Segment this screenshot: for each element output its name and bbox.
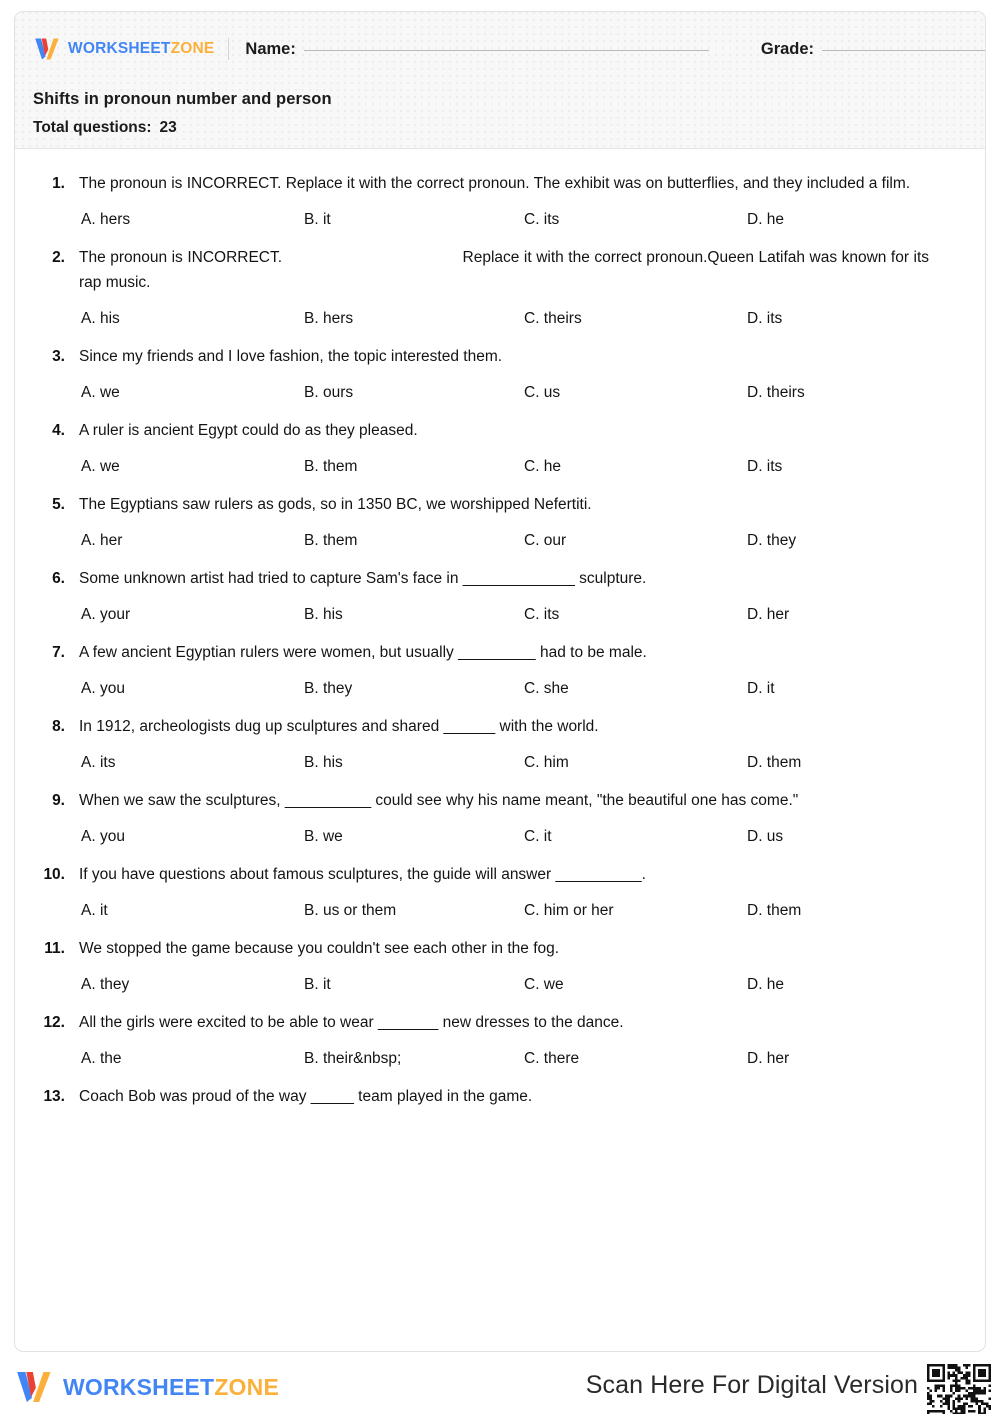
worksheet-footer — [0, 1358, 1000, 1414]
answer-option[interactable]: D. its — [747, 310, 783, 327]
answer-option[interactable]: B. it — [304, 211, 331, 228]
answer-option[interactable]: D. they — [747, 532, 797, 549]
answer-option[interactable]: C. him — [524, 754, 569, 771]
total-questions — [33, 119, 177, 137]
answer-option[interactable]: D. he — [747, 976, 785, 993]
answer-option[interactable]: B. hers — [304, 310, 354, 327]
answer-option[interactable]: A. they — [81, 976, 130, 993]
question-number: 8. — [52, 718, 65, 735]
worksheet-zone-logo-icon — [14, 1368, 54, 1406]
question-options — [79, 529, 967, 553]
brand-wordmark — [68, 40, 214, 58]
answer-option[interactable]: B. his — [304, 754, 343, 771]
answer-option[interactable]: A. its — [81, 754, 116, 771]
answer-option[interactable]: D. he — [747, 211, 785, 228]
question-text: All the girls were excited to be able to wear _______ new dresses to the dance. — [79, 1014, 624, 1031]
question-number: 4. — [52, 422, 65, 439]
question-text: The Egyptians saw rulers as gods, so in 1350 BC, we worshipped Nefertiti. — [79, 496, 592, 513]
question-item — [33, 640, 967, 701]
worksheet-zone-logo-icon — [33, 36, 61, 62]
answer-option[interactable]: A. it — [81, 902, 108, 919]
answer-option[interactable]: D. it — [747, 680, 775, 697]
answer-option[interactable]: B. they — [304, 680, 353, 697]
footer-brand-part2: ZONE — [214, 1373, 280, 1400]
total-questions-label: Total questions: — [33, 119, 152, 136]
answer-option[interactable]: A. your — [81, 606, 131, 623]
question-text: Coach Bob was proud of the way _____ team played in the game. — [79, 1088, 533, 1105]
question-item — [33, 418, 967, 479]
answer-option[interactable]: D. theirs — [747, 384, 805, 401]
question-options — [79, 899, 967, 923]
answer-option[interactable]: C. theirs — [524, 310, 582, 327]
answer-option[interactable]: A. you — [81, 828, 125, 845]
name-write-line[interactable] — [304, 50, 709, 51]
question-item — [33, 936, 967, 997]
question-options — [79, 677, 967, 701]
answer-option[interactable]: A. her — [81, 532, 123, 549]
answer-option[interactable]: C. we — [524, 976, 564, 993]
answer-option[interactable]: D. her — [747, 606, 790, 623]
answer-option[interactable]: A. hers — [81, 211, 131, 228]
question-options — [79, 603, 967, 627]
question-number: 5. — [52, 496, 65, 513]
answer-option[interactable]: B. them — [304, 458, 358, 475]
question-item — [33, 171, 967, 232]
question-number: 12. — [43, 1014, 65, 1031]
question-text: When we saw the sculptures, __________ could see why his name meant, "the beautiful one has come." — [79, 792, 799, 809]
grade-label: Grade: — [760, 39, 815, 58]
answer-option[interactable]: B. us or them — [304, 902, 397, 919]
answer-option[interactable]: C. it — [524, 828, 552, 845]
question-options — [79, 307, 967, 331]
answer-option[interactable]: C. he — [524, 458, 562, 475]
answer-option[interactable]: B. ours — [304, 384, 354, 401]
total-questions-value: 23 — [159, 119, 177, 136]
worksheet-card — [14, 11, 986, 1352]
answer-option[interactable]: A. his — [81, 310, 120, 327]
question-number: 1. — [52, 175, 65, 192]
answer-option[interactable]: D. them — [747, 754, 802, 771]
question-item — [33, 566, 967, 627]
answer-option[interactable]: A. you — [81, 680, 125, 697]
qr-code-icon[interactable] — [922, 1359, 996, 1414]
question-item — [33, 714, 967, 775]
questions-list — [15, 149, 985, 1109]
question-number: 6. — [52, 570, 65, 587]
question-item — [33, 492, 967, 553]
name-label: Name: — [245, 39, 296, 58]
grade-write-line[interactable] — [822, 50, 986, 51]
worksheet-title: Shifts in pronoun number and person — [33, 90, 332, 108]
answer-option[interactable]: D. her — [747, 1050, 790, 1067]
question-item — [33, 788, 967, 849]
question-number: 9. — [52, 792, 65, 809]
answer-option[interactable]: B. them — [304, 532, 358, 549]
answer-option[interactable]: C. us — [524, 384, 561, 401]
question-number: 13. — [43, 1088, 65, 1105]
question-options — [79, 973, 967, 997]
question-number: 11. — [44, 940, 65, 957]
brand-wordmark-part1: WORKSHEET — [68, 40, 171, 57]
question-text: The pronoun is INCORRECT. Replace it with the correct pronoun. The exhibit was on butterflies, and they included a film. — [79, 175, 911, 192]
name-field[interactable] — [245, 40, 708, 59]
question-number: 2. — [52, 249, 65, 266]
question-text: A few ancient Egyptian rulers were women, but usually _________ had to be male. — [79, 644, 647, 661]
footer-brand[interactable] — [14, 1368, 279, 1406]
answer-option[interactable]: C. its — [524, 211, 560, 228]
answer-option[interactable]: C. our — [524, 532, 567, 549]
answer-option[interactable]: B. their&nbsp; — [304, 1050, 402, 1067]
footer-brand-wordmark — [63, 1374, 279, 1401]
question-text: In 1912, archeologists dug up sculptures and shared ______ with the world. — [79, 718, 599, 735]
scan-prompt-text: Scan Here For Digital Version — [585, 1371, 918, 1399]
question-number: 7. — [52, 644, 65, 661]
question-text: We stopped the game because you couldn't see each other in the fog. — [79, 940, 560, 957]
question-options — [79, 381, 967, 405]
answer-option[interactable]: D. us — [747, 828, 784, 845]
answer-option[interactable]: B. his — [304, 606, 343, 623]
answer-option[interactable]: C. its — [524, 606, 560, 623]
answer-option[interactable]: A. the — [81, 1050, 122, 1067]
brand-divider — [228, 38, 229, 60]
answer-option[interactable]: D. its — [747, 458, 783, 475]
footer-brand-part1: WORKSHEET — [63, 1373, 215, 1400]
question-text: A ruler is ancient Egypt could do as they pleased. — [79, 422, 418, 439]
question-options — [79, 751, 967, 775]
answer-option[interactable]: D. them — [747, 902, 802, 919]
question-item — [33, 862, 967, 923]
question-options — [79, 455, 967, 479]
question-item — [33, 245, 967, 331]
question-item — [33, 1010, 967, 1071]
question-item — [33, 344, 967, 405]
question-text: Since my friends and I love fashion, the topic interested them. — [79, 348, 503, 365]
answer-option[interactable]: C. there — [524, 1050, 580, 1067]
question-number: 10. — [43, 866, 65, 883]
brand-wordmark-part2: ZONE — [170, 40, 215, 57]
question-options — [79, 825, 967, 849]
answer-option[interactable]: A. we — [81, 384, 120, 401]
worksheet-header — [15, 12, 985, 149]
question-options — [79, 208, 967, 232]
question-number: 3. — [52, 348, 65, 365]
question-text: The pronoun is INCORRECT. Replace it with the correct pronoun.Queen Latifah was known for its rap music. — [79, 249, 929, 291]
question-options — [79, 1047, 967, 1071]
brand-row — [33, 32, 967, 66]
answer-option[interactable]: A. we — [81, 458, 120, 475]
answer-option[interactable]: C. him or her — [524, 902, 614, 919]
question-text: If you have questions about famous sculptures, the guide will answer __________. — [79, 866, 646, 883]
grade-field[interactable] — [761, 40, 986, 59]
answer-option[interactable]: C. she — [524, 680, 569, 697]
question-item — [33, 1084, 967, 1109]
question-text: Some unknown artist had tried to capture Sam's face in _____________ sculpture. — [79, 570, 647, 587]
answer-option[interactable]: B. we — [304, 828, 343, 845]
answer-option[interactable]: B. it — [304, 976, 331, 993]
